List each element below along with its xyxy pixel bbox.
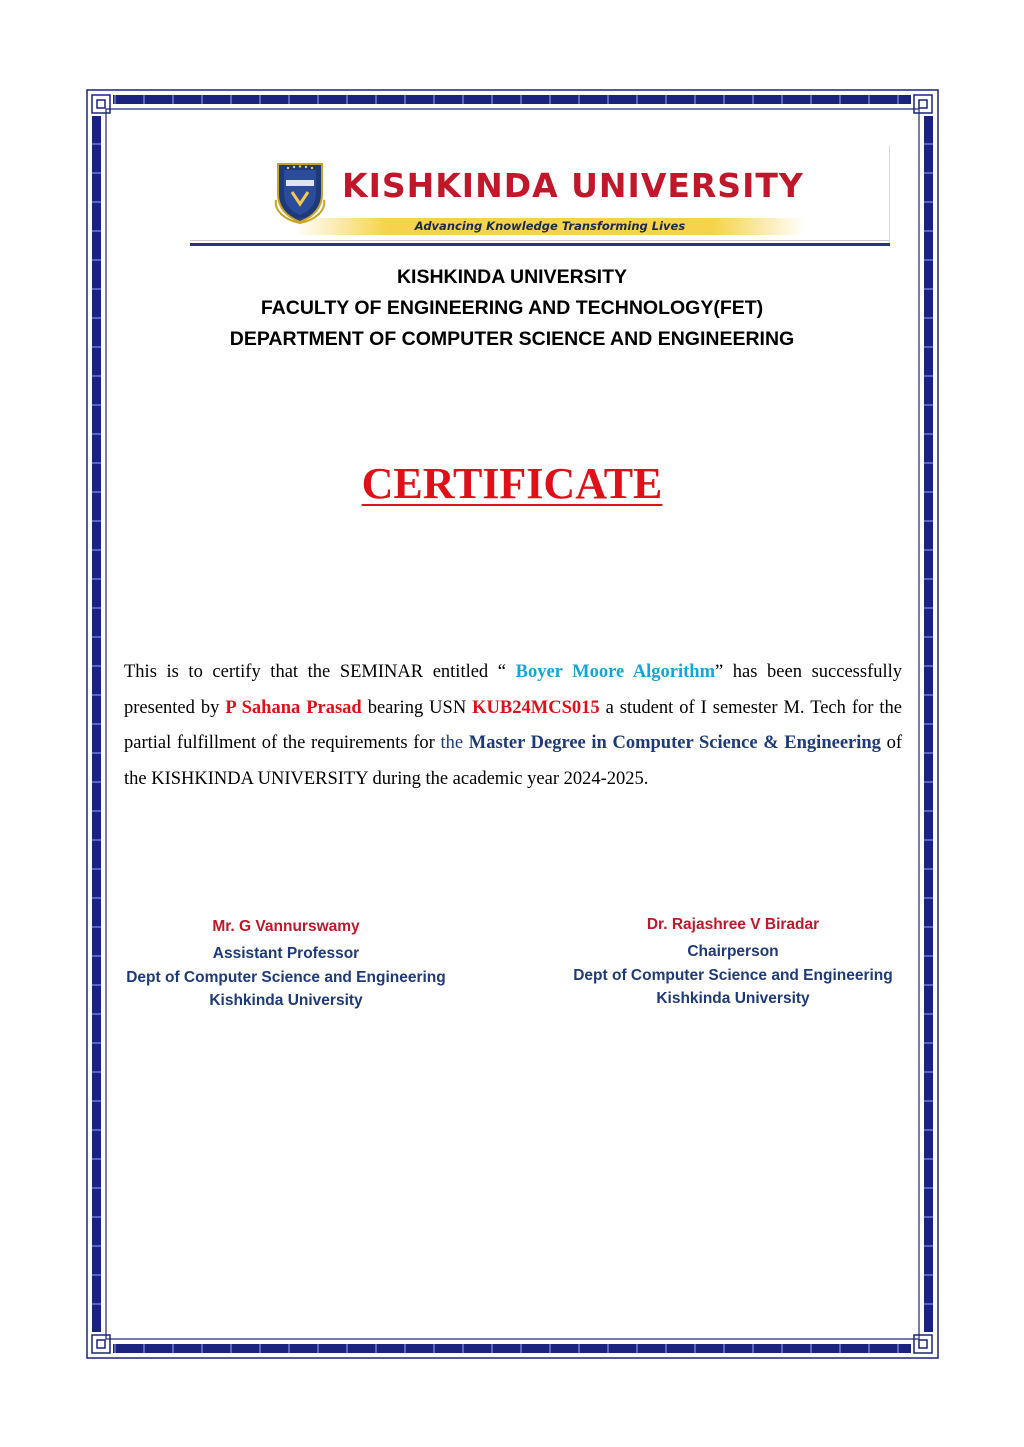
certificate-title: CERTIFICATE — [361, 459, 663, 508]
body-text: This is to certify that the SEMINAR entitled “ — [124, 662, 516, 682]
student-usn: KUB24MCS015 — [472, 697, 600, 718]
banner-divider-thin — [190, 240, 890, 241]
body-text: ” has been successfully presented by — [124, 662, 903, 718]
signatory-name: Mr. G Vannurswamy — [212, 918, 360, 935]
seminar-topic: Boyer Moore Algorithm — [515, 662, 715, 682]
heading-department: DEPARTMENT OF COMPUTER SCIENCE AND ENGINEERING — [229, 328, 795, 350]
tagline-band — [295, 218, 805, 235]
signatory-guide — [106, 912, 466, 1013]
university-logo-banner — [190, 146, 890, 246]
signatory-department: Dept of Computer Science and Engineering — [573, 966, 893, 984]
body-text-the: the — [440, 733, 464, 753]
signatory-chairperson — [553, 910, 913, 1011]
signatory-institution: Kishkinda University — [656, 990, 810, 1007]
university-tagline: Advancing Knowledge Transforming Lives — [414, 219, 686, 233]
body-text: bearing USN — [361, 697, 473, 718]
heading-university: KISHKINDA UNIVERSITY — [396, 266, 628, 288]
signatory-department: Dept of Computer Science and Engineering — [126, 968, 446, 986]
body-text: of the KISHKINDA UNIVERSITY during the academic year 2024-2025. — [124, 733, 902, 789]
signatory-title: Assistant Professor — [212, 945, 360, 962]
student-name: P Sahana Prasad — [225, 697, 362, 718]
banner-edge — [889, 146, 890, 246]
signatory-name: Dr. Rajashree V Biradar — [646, 916, 820, 933]
university-wordmark: KISHKINDA UNIVERSITY — [342, 166, 804, 205]
heading-faculty: FACULTY OF ENGINEERING AND TECHNOLOGY(FET) — [260, 297, 764, 319]
institution-heading — [0, 262, 1024, 355]
banner-divider — [190, 243, 890, 246]
body-text: a student of I semester M. Tech for the partial fulfillment of the requirements for — [124, 697, 903, 753]
signatory-title: Chairperson — [687, 943, 779, 960]
signatory-institution: Kishkinda University — [209, 992, 363, 1009]
university-crest-icon — [272, 160, 328, 224]
degree-name: Master Degree in Computer Science & Engineering — [468, 733, 881, 753]
certification-statement — [124, 655, 902, 797]
